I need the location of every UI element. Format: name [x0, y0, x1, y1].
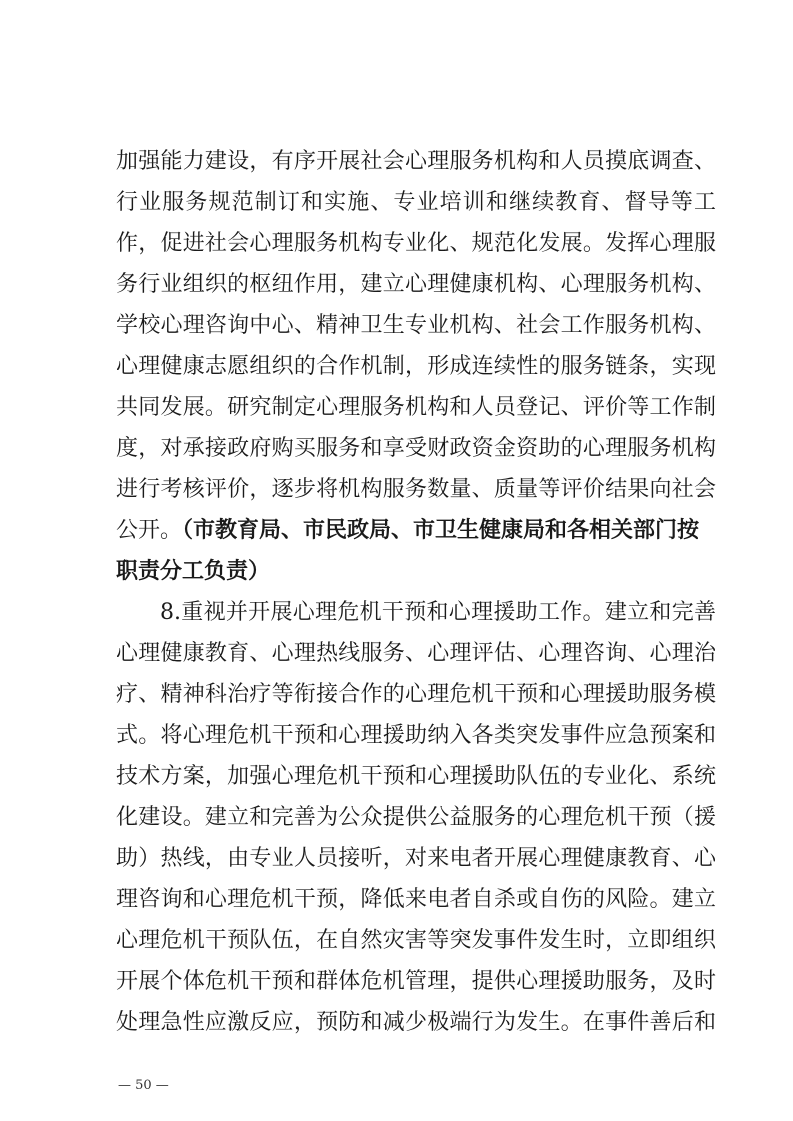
paragraph-line: 处理急性应激反应，预防和减少极端行为发生。在事件善后和 [116, 1010, 716, 1035]
paragraph-line: 作，促进社会心理服务机构专业化、规范化发展。发挥心理服 [116, 231, 716, 256]
paragraph-line: 加强能力建设，有序开展社会心理服务机构和人员摸底调查、 [116, 149, 716, 174]
paragraph-line-with-responsibility [116, 511, 716, 551]
paragraph-line: 式。将心理危机干预和心理援助纳入各类突发事件应急预案和 [116, 723, 716, 748]
paragraph-line: 技术方案，加强心理危机干预和心理援助队伍的专业化、系统 [116, 764, 716, 789]
paragraph-line: 助）热线，由专业人员接听，对来电者开展心理健康教育、心 [116, 846, 716, 871]
paragraph-line: 理咨询和心理危机干预，降低来电者自杀或自伤的风险。建立 [116, 887, 716, 912]
paragraph-line: 务行业组织的枢纽作用，建立心理健康机构、心理服务机构、 [116, 272, 716, 297]
paragraph-line: 心理健康教育、心理热线服务、心理评估、心理咨询、心理治 [116, 641, 716, 666]
paragraph-line: 学校心理咨询中心、精神卫生专业机构、社会工作服务机构、 [116, 313, 716, 338]
responsibility-note: 职责分工负责） [116, 559, 271, 584]
paragraph-line: 化建设。建立和完善为公众提供公益服务的心理危机干预（援 [116, 805, 716, 830]
paragraph-line: 疗、精神科治疗等衔接合作的心理危机干预和心理援助服务模 [116, 682, 716, 707]
paragraph-line: 开展个体危机干预和群体危机管理，提供心理援助服务，及时 [116, 969, 716, 994]
paragraph-line: 共同发展。研究制定心理服务机构和人员登记、评价等工作制 [116, 395, 716, 420]
paragraph-line: 度，对承接政府购买服务和享受财政资金资助的心理服务机构 [116, 436, 716, 461]
responsibility-note: （市教育局、市民政局、市卫生健康局和各相关部门按 [182, 518, 700, 543]
paragraph-line: 心理危机干预队伍，在自然灾害等突发事件发生时，立即组织 [116, 928, 716, 953]
paragraph-line: 进行考核评价，逐步将机构服务数量、质量等评价结果向社会 [116, 477, 716, 502]
page-number: — 50 — [118, 1078, 169, 1093]
paragraph-text: 公开。 [116, 518, 183, 543]
section-8-first-line: 8.重视并开展心理危机干预和心理援助工作。建立和完善 [160, 600, 716, 625]
paragraph-line: 心理健康志愿组织的合作机制，形成连续性的服务链条，实现 [116, 354, 716, 379]
responsibility-note-end [116, 552, 716, 592]
paragraph-line: 行业服务规范制订和实施、专业培训和继续教育、督导等工 [116, 190, 716, 215]
